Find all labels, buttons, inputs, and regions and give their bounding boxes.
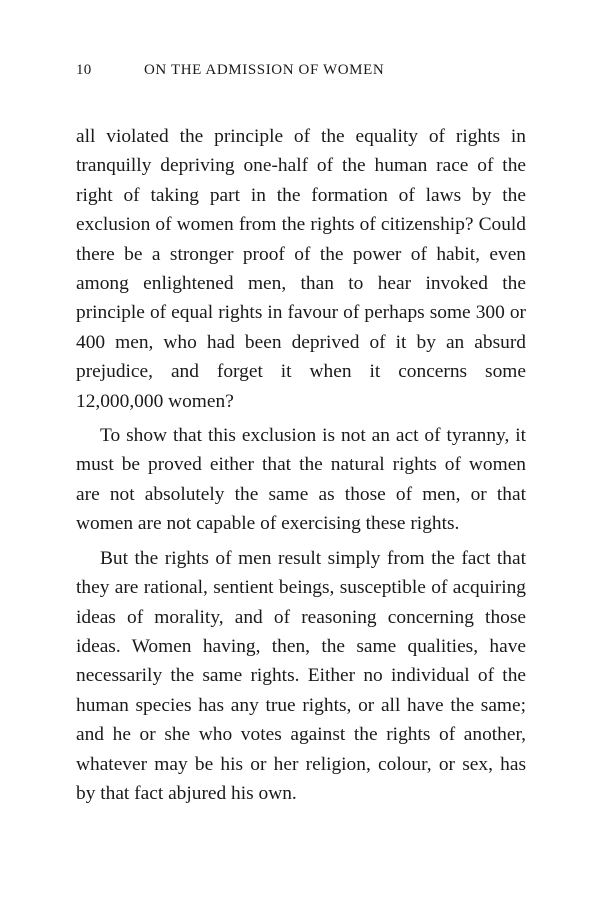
body-text bbox=[76, 122, 526, 808]
running-title: ON THE ADMISSION OF WOMEN bbox=[144, 62, 385, 78]
paragraph-exclusion: To show that this exclusion is not an act of tyranny, it must be proved either that the natural rights of women are not absolutely the same as those of men, or that women are not capable of exercising these rights. bbox=[76, 425, 526, 535]
paragraph-continuation: all violated the principle of the equality of rights in tranquilly depriving one-half of the human race of the right of taking part in the formation of laws by the exclusion of women from the rights of citizenship? Could there be a stronger proof of the power of habit, even among enlightened men, than to hear invoked the principle of equal rights in favour of perhaps some 300 or 400 men, who had been deprived of it by an absurd prejudice, and forget it when it concerns some 12,000,000 women? bbox=[76, 126, 526, 412]
book-page bbox=[76, 62, 526, 808]
page-number: 10 bbox=[76, 62, 92, 78]
running-head bbox=[76, 62, 526, 88]
paragraph-rights-of-men: But the rights of men result simply from the fact that they are rational, sentient beings, susceptible of acquiring ideas of morality, and of reasoning concerning those ideas. Women having, then, the same qualities, have necessarily the same rights. Either no individual of the human species has any true rights, or all have the same; and he or she who votes against the rights of another, whatever may be his or her religion, colour, or sex, has by that fact abjured his own. bbox=[76, 547, 526, 804]
